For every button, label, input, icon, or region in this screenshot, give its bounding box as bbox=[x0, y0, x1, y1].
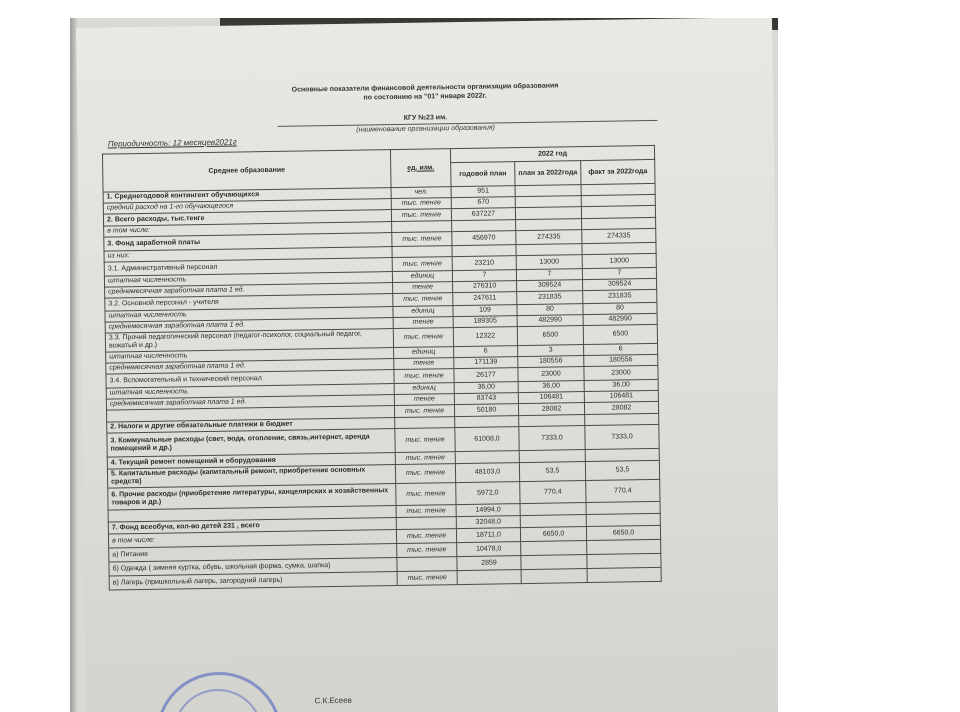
row-fact-cell bbox=[587, 539, 661, 554]
row-fact-cell bbox=[587, 567, 661, 582]
row-plan-year-cell: 48103,0 bbox=[455, 463, 519, 483]
row-plan-year-cell bbox=[455, 451, 519, 464]
row-plan-year-cell: 171139 bbox=[454, 357, 518, 369]
row-plan-year-cell: 2859 bbox=[457, 556, 521, 571]
row-name-cell: из них: bbox=[104, 247, 392, 263]
row-name-cell: среднемесячная заработная плата 1 ед. bbox=[105, 318, 393, 334]
row-plan-period-cell: 3 bbox=[518, 345, 584, 357]
row-plan-period-cell bbox=[521, 555, 587, 570]
row-plan-period-cell: 274335 bbox=[516, 230, 582, 245]
row-plan-period-cell: 13000 bbox=[516, 255, 582, 270]
row-fact-cell: 6650,0 bbox=[586, 525, 660, 540]
row-unit-cell: тенге bbox=[393, 282, 453, 294]
row-plan-year-cell: 951 bbox=[451, 186, 515, 198]
row-plan-year-cell: 18711,0 bbox=[456, 528, 520, 543]
row-name-cell: штатная численность bbox=[105, 307, 393, 323]
doc-title-line1: Основные показатели финансовой деятельности организации образования bbox=[291, 82, 559, 94]
row-name-cell: среднемесячная заработная плата 1 ед. bbox=[106, 359, 394, 375]
row-name-cell: среднемесячная заработная плата 1 ед. bbox=[105, 283, 393, 299]
row-unit-cell: единиц bbox=[394, 383, 454, 395]
row-name-cell: 3.1. Административный персонал bbox=[104, 258, 392, 277]
row-name-cell: 6. Прочие расходы (приобретение литературы, канцелярских и хозяйственных товаров и др.) bbox=[108, 484, 396, 511]
col-header-plan-period: план за 2022года bbox=[515, 161, 581, 186]
row-fact-cell: 80 bbox=[583, 302, 657, 314]
row-unit-cell: тыс. тенге bbox=[391, 198, 451, 210]
row-plan-period-cell: 482990 bbox=[517, 315, 583, 327]
row-plan-year-cell: 61008,0 bbox=[455, 427, 519, 452]
row-fact-cell: 106481 bbox=[584, 390, 658, 402]
row-plan-period-cell bbox=[521, 541, 587, 556]
row-fact-cell: 231835 bbox=[583, 289, 657, 303]
row-plan-year-cell: 456970 bbox=[452, 231, 516, 246]
row-plan-period-cell: 106481 bbox=[518, 392, 584, 404]
row-unit-cell: тыс. тенге bbox=[397, 543, 457, 558]
row-unit-cell: тыс. тенге bbox=[392, 257, 452, 272]
row-plan-year-cell: 276310 bbox=[453, 281, 517, 293]
row-plan-year-cell: 109 bbox=[453, 305, 517, 317]
row-plan-period-cell: 7333,0 bbox=[519, 426, 585, 451]
row-name-cell: б) Одежда ( зимняя куртка, обувь, школьная форма, сумка, шапка) bbox=[109, 558, 397, 577]
row-plan-period-cell: 23000 bbox=[518, 367, 584, 382]
row-unit-cell: тенге bbox=[394, 394, 454, 406]
financial-table bbox=[102, 145, 662, 591]
row-unit-cell: тыс. тенге bbox=[395, 464, 455, 484]
row-plan-period-cell: 28082 bbox=[518, 403, 584, 416]
row-unit-cell: тыс. тенге bbox=[397, 571, 457, 586]
document-page bbox=[76, 18, 778, 712]
row-plan-period-cell: 6500 bbox=[517, 326, 583, 346]
col-header-fact: факт за 2022года bbox=[581, 159, 655, 184]
row-unit-cell bbox=[397, 557, 457, 572]
row-name-cell: в том числе: bbox=[108, 530, 396, 549]
row-plan-period-cell bbox=[515, 207, 581, 220]
row-unit-cell: единиц bbox=[394, 347, 454, 359]
row-fact-cell: 7333,0 bbox=[585, 424, 659, 449]
row-plan-year-cell: 6 bbox=[454, 346, 518, 358]
row-unit-cell: тыс. тенге bbox=[395, 428, 455, 453]
row-plan-period-cell: 80 bbox=[517, 304, 583, 316]
row-unit-cell: тыс. тенге bbox=[394, 405, 454, 418]
row-name-cell: 1. Среднегодовой контингент обучающихся bbox=[103, 188, 391, 204]
signature-name: С.К.Есеев bbox=[314, 695, 352, 706]
row-plan-period-cell: 770,4 bbox=[520, 481, 586, 504]
row-plan-year-cell: 7 bbox=[452, 270, 516, 282]
row-plan-year-cell: 32048,0 bbox=[456, 516, 520, 529]
row-plan-period-cell bbox=[520, 515, 586, 528]
row-plan-year-cell: 247611 bbox=[453, 292, 517, 306]
org-caption: (наименование организации образования) bbox=[356, 124, 496, 134]
row-plan-year-cell: 36,00 bbox=[454, 382, 518, 394]
row-unit-cell: тенге bbox=[394, 358, 454, 370]
row-name-cell: 3. Коммунальные расходы (свет, вода, отопление, связь,интернет, аренда помещений и др.) bbox=[107, 429, 395, 458]
row-plan-year-cell: 83743 bbox=[454, 393, 518, 405]
row-name-cell: 7. Фонд всеобуча, кол-во детей 231 , всего bbox=[108, 518, 396, 535]
row-name-cell: штатная численность bbox=[106, 384, 394, 400]
col-header-year: 2022 год bbox=[450, 145, 654, 162]
row-plan-year-cell: 10478,0 bbox=[457, 542, 521, 557]
row-name-cell: 5. Капитальные расходы (капитальный ремонт, приобретение основных средств) bbox=[107, 465, 395, 489]
row-name-cell: 3.4. Вспомогательный и технический персонал bbox=[106, 370, 394, 389]
row-unit-cell: тыс. тенге bbox=[393, 293, 453, 307]
row-plan-period-cell: 180556 bbox=[518, 356, 584, 368]
row-plan-period-cell: 36,00 bbox=[518, 381, 584, 393]
row-plan-year-cell: 50180 bbox=[454, 404, 518, 417]
row-name-cell: 4. Текущий ремонт помещений и оборудования bbox=[107, 453, 395, 470]
row-plan-period-cell bbox=[519, 450, 585, 463]
row-unit-cell: тыс. тенге bbox=[394, 369, 454, 384]
row-unit-cell: тыс. тенге bbox=[396, 483, 456, 506]
row-name-cell: а) Питание bbox=[109, 544, 397, 563]
row-unit-cell bbox=[396, 517, 456, 530]
row-fact-cell: 7 bbox=[582, 267, 656, 279]
document-photo bbox=[70, 18, 778, 712]
row-name-cell: 3.2. Основной персонал - учителя bbox=[105, 294, 393, 312]
row-fact-cell bbox=[587, 553, 661, 568]
row-name-cell: в) Лагерь (пришкольный лагерь, загородний лагерь) bbox=[109, 572, 397, 591]
periodicity: Периодичность: 12 месяцев2021г bbox=[107, 137, 237, 149]
row-name-cell: средний расход на 1-го обучающегося bbox=[103, 199, 391, 215]
row-name-cell: 2. Всего расходы, тыс.тенге bbox=[103, 210, 391, 227]
row-plan-period-cell: 53,5 bbox=[519, 462, 585, 482]
row-unit-cell: тенге bbox=[393, 317, 453, 329]
row-fact-cell: 6 bbox=[584, 343, 658, 355]
row-unit-cell: единиц bbox=[393, 306, 453, 318]
row-fact-cell: 53,5 bbox=[585, 460, 659, 480]
row-plan-year-cell: 670 bbox=[451, 197, 515, 209]
col-header-unit: ед. изм. bbox=[390, 149, 451, 188]
row-fact-cell: 274335 bbox=[582, 228, 656, 243]
row-fact-cell: 770,4 bbox=[586, 479, 660, 502]
row-plan-year-cell: 637227 bbox=[451, 208, 515, 221]
row-plan-year-cell: 189305 bbox=[453, 316, 517, 328]
row-name-cell: в том числе: bbox=[104, 222, 392, 238]
row-name-cell: штатная численность bbox=[104, 272, 392, 288]
row-fact-cell: 6500 bbox=[583, 324, 657, 344]
row-name-cell: среднемесячная заработная плата 1 ед. bbox=[106, 395, 394, 411]
row-fact-cell: 482990 bbox=[583, 313, 657, 325]
row-name-cell: 2. Налоги и другие обязательные платежи в бюджет bbox=[107, 418, 395, 434]
row-plan-period-cell: 7 bbox=[516, 269, 582, 281]
doc-title-line2: по состоянию на "01" января 2022г. bbox=[363, 92, 487, 102]
row-fact-cell: 23000 bbox=[584, 365, 658, 380]
row-plan-period-cell bbox=[520, 503, 586, 516]
col-header-name: Среднее образование bbox=[102, 150, 391, 193]
row-unit-cell: тыс. тенге bbox=[396, 529, 456, 544]
col-header-plan-year: годовой план bbox=[451, 162, 515, 187]
row-fact-cell: 309524 bbox=[583, 278, 657, 290]
row-plan-year-cell: 5972,0 bbox=[456, 482, 520, 505]
row-fact-cell: 28082 bbox=[584, 401, 658, 414]
org-name: КГУ №23 им. bbox=[403, 114, 448, 122]
row-plan-period-cell: 231835 bbox=[517, 291, 583, 305]
row-fact-cell: 36,00 bbox=[584, 379, 658, 391]
row-plan-year-cell: 23210 bbox=[452, 256, 516, 271]
row-name-cell: 3.3. Прочий педагогический персонал (педагог-психолог, социальный педагог, вожатый и др.) bbox=[105, 329, 393, 353]
row-plan-year-cell bbox=[457, 570, 521, 585]
row-plan-year-cell: 26177 bbox=[454, 368, 518, 383]
row-unit-cell: единиц bbox=[392, 271, 452, 283]
row-unit-cell: тыс. тенге bbox=[396, 505, 456, 518]
row-unit-cell: тыс. тенге bbox=[391, 209, 451, 222]
row-plan-period-cell bbox=[521, 569, 587, 584]
row-unit-cell: тыс. тенге bbox=[395, 452, 455, 465]
row-plan-period-cell: 6650,0 bbox=[520, 527, 586, 542]
row-name-cell: штатная численность bbox=[106, 348, 394, 364]
stamp-inner-ring bbox=[173, 689, 263, 712]
row-unit-cell: тыс. тенге bbox=[392, 232, 452, 247]
row-fact-cell: 13000 bbox=[582, 253, 656, 268]
row-fact-cell: 180556 bbox=[584, 354, 658, 366]
row-unit-cell: тыс. тенге bbox=[393, 328, 453, 348]
row-plan-year-cell: 14994,0 bbox=[456, 504, 520, 517]
row-plan-year-cell: 12322 bbox=[453, 327, 517, 347]
row-plan-period-cell: 309524 bbox=[517, 280, 583, 292]
row-unit-cell: чел. bbox=[391, 187, 451, 199]
row-name-cell: 3. Фонд заработной платы bbox=[104, 233, 392, 252]
